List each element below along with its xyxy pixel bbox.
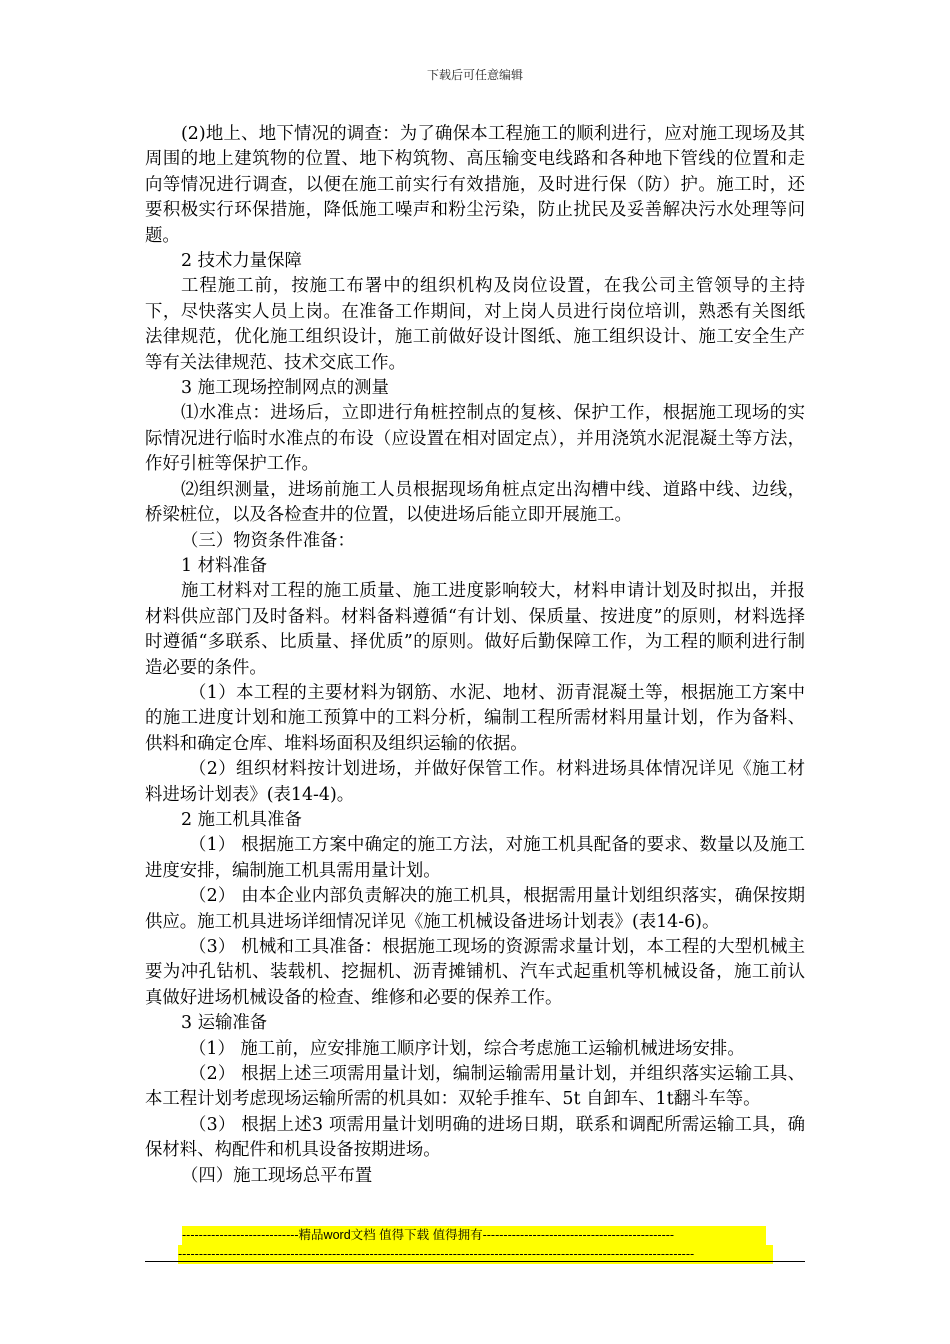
paragraph: （1） 根据施工方案中确定的施工方法，对施工机具配备的要求、数量以及施工进度安排，编制施工机具需用量计划。 xyxy=(145,835,805,881)
paragraph: （2）组织材料按计划进场，并做好保管工作。材料进场具体情况详见《施工材料进场计划表》(表14-4)。 xyxy=(145,759,805,805)
section-heading: 3 施工现场控制网点的测量 xyxy=(181,378,389,399)
paragraph: 施工材料对工程的施工质量、施工进度影响较大，材料申请计划及时拟出，并报材料供应部门及时备料。材料备料遵循“有计划、保质量、按进度”的原则，材料选择时遵循“多联系、比质量、择优质”的原则。做好后勤保障工作，为工程的顺利进行制造必要的条件。 xyxy=(145,581,805,678)
document-body xyxy=(145,122,805,1189)
paragraph: ⑴水准点：进场后，立即进行角桩控制点的复核、保护工作，根据施工现场的实际情况进行临时水准点的布设（应设置在相对固定点），并用浇筑水泥混凝土等方法，作好引桩等保护工作。 xyxy=(145,403,805,475)
section-heading: 2 施工机具准备 xyxy=(181,809,302,830)
paragraph: 工程施工前，按施工布署中的组织机构及岗位设置，在我公司主管领导的主持下，尽快落实人员上岗。在准备工作期间，对上岗人员进行岗位培训，熟悉有关图纸法律规范，优化施工组织设计，施工前做好设计图纸、施工组织设计、施工安全生产等有关法律规范、技术交底工作。 xyxy=(145,276,805,373)
page-header: 下载后可任意编辑 xyxy=(426,68,523,82)
paragraph: （3） 机械和工具准备：根据施工现场的资源需求量计划，本工程的大型机械主要为冲孔钻机、装载机、挖掘机、沥青摊铺机、汽车式起重机等机械设备，施工前认真做好进场机械设备的检查、维修和必要的保养工作。 xyxy=(145,937,805,1008)
page-footer xyxy=(145,1226,805,1264)
section-heading: （三）物资条件准备： xyxy=(181,530,355,551)
paragraph: （2） 根据上述三项需用量计划，编制运输需用量计划，并组织落实运输工具、本工程计划考虑现场运输所需的机具如：双轮手推车、5t 自卸车、1t翻斗车等。 xyxy=(145,1064,805,1110)
section-heading: 3 运输准备 xyxy=(181,1013,268,1034)
paragraph: （1） 施工前，应安排施工顺序计划，综合考虑施工运输机械进场安排。 xyxy=(189,1038,745,1059)
paragraph: (2)地上、地下情况的调查：为了确保本工程施工的顺利进行，应对施工现场及其周围的地上建筑物的位置、地下构筑物、高压输变电线路和各种地下管线的位置和走向等情况进行调查，以便在施工前实行有效措施，及时进行保（防）护。施工时，还要积极实行环保措施，降低施工噪声和粉尘污染，防止扰民及妥善解决污水处理等问题。 xyxy=(145,124,805,246)
section-heading: （四）施工现场总平布置 xyxy=(181,1165,373,1186)
paragraph: （2） 由本企业内部负责解决的施工机具，根据需用量计划组织落实，确保按期供应。施工机具进场详细情况详见《施工机械设备进场计划表》(表14-6)。 xyxy=(145,886,805,932)
paragraph: （3） 根据上述3 项需用量计划明确的进场日期，联系和调配所需运输工具，确保材料、构配件和机具设备按期进场。 xyxy=(145,1114,805,1161)
footer-rule xyxy=(145,1261,805,1262)
paragraph: ⑵组织测量，进场前施工人员根据现场角桩点定出沟槽中线、道路中线、边线，桥梁桩位，以及各检查井的位置，以使进场后能立即开展施工。 xyxy=(145,479,805,526)
footer-banner-line-2: ---------------------------------------------------------------------------------------------------------------------------- xyxy=(178,1245,773,1264)
section-heading: 1 材料准备 xyxy=(181,555,268,576)
footer-banner-line-1: ----------------------------精品word文档 值得下载 值得拥有---------------------------------------------- xyxy=(182,1226,766,1245)
paragraph: （1）本工程的主要材料为钢筋、水泥、地材、沥青混凝土等，根据施工方案中的施工进度计划和施工预算中的工料分析，编制工程所需材料用量计划，作为备料、供料和确定仓库、堆料场面积及组织运输的依据。 xyxy=(145,682,805,754)
section-heading: 2 技术力量保障 xyxy=(181,251,302,272)
